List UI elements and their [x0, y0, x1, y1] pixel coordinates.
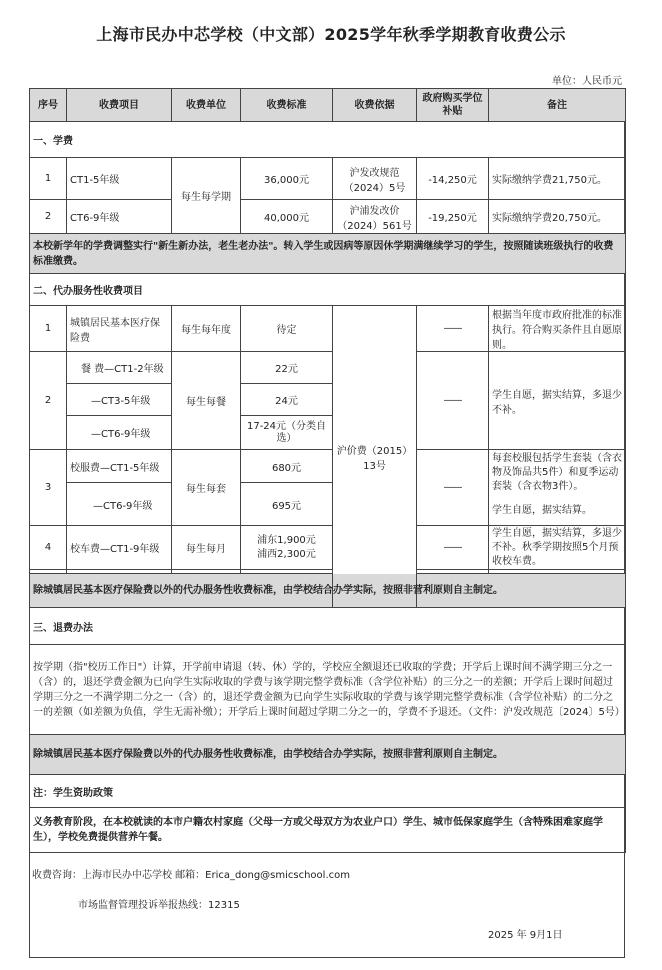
table-row	[30, 158, 626, 200]
row-no: 2	[30, 200, 67, 234]
row-item: 城镇居民基本医疗保险费	[67, 306, 172, 352]
row-no: 4	[30, 526, 67, 570]
complaint-hotline: 市场监督管理投诉举报热线：12315	[78, 900, 240, 911]
row-basis: 沪浦发改价（2024）561号	[333, 200, 417, 234]
row-no: 2	[30, 352, 67, 450]
row-unit: 每生每年度	[172, 306, 241, 352]
publish-date: 2025 年 9月1日	[488, 930, 563, 941]
row-note: 实际缴纳学费20,750元。	[489, 200, 626, 234]
row-standard: 22元	[241, 352, 333, 384]
row-standard: 695元	[241, 483, 333, 526]
row-note: 学生自愿，据实结算，多退少不补。秋季学期按照5个月预收校车费。	[489, 526, 626, 570]
header-basis: 收费依据	[333, 89, 417, 122]
section1-footnote: 本校新学年的学费调整实行"新生新办法，老生老办法"。转入学生或因病等原因休学期满继续学习的学生，按照随读班级执行的收费标准缴费。	[30, 234, 626, 274]
row-standard: 40,000元	[241, 200, 333, 234]
section3-title: 三、退费办法	[30, 608, 626, 645]
table-row	[30, 352, 626, 384]
row-standard	[241, 526, 333, 570]
row-subsidy: -14,250元	[417, 158, 489, 200]
table-row	[30, 450, 626, 483]
header-standard: 收费标准	[241, 89, 333, 122]
header-item: 收费项目	[67, 89, 172, 122]
row-item: 校车费—CT1-9年级	[67, 526, 172, 570]
row-standard: 17-24元（分类自选）	[241, 416, 333, 450]
row-subsidy: ——	[417, 526, 489, 570]
page-title: 上海市民办中芯学校（中文部）2025学年秋季学期教育收费公示	[96, 25, 566, 44]
uniform-note-detail: 每套校服包括学生套装（含衣物及饰品共5件）和夏季运动套装（含衣物3件）。	[492, 453, 622, 492]
header-no: 序号	[30, 89, 67, 122]
refund-policy-text: 按学期（指"校历工作日"）计算，开学前申请退（转、休）学的，学校应全额退还已收取的学费；开学后上课时间不满学期三分之一（含）的，退还学费金额为已向学生实际收取的学费与该学期完整学费标准（含学位补贴）的三分之一的差额；开学后上课时间超过学期三分之一不满学期二分之一（含）的，退还学费金额为已向学生实际收取的学费与该学期完整学费标准（含学位补贴）的二分之一的差额（如差额为负值，学生无需补缴）；开学后上课时间超过学期二分之一的，学费不予退还。（文件：沪发改规范〔2024〕5号）	[30, 645, 626, 735]
section2-title: 二、代办服务性收费项目	[30, 274, 626, 306]
row-note: 实际缴纳学费21,750元。	[489, 158, 626, 200]
row-note: 根据当年度市政府批准的标准执行。符合购买条件且自愿原则。	[489, 306, 626, 352]
row-unit: 每生每月	[172, 526, 241, 570]
row-item: CT1-5年级	[67, 158, 172, 200]
fee-table	[29, 88, 626, 853]
row-subsidy: ——	[417, 306, 489, 352]
row-basis: 沪发改规范（2024）5号	[333, 158, 417, 200]
row-unit: 每生每餐	[172, 352, 241, 450]
row-subsidy: ——	[417, 352, 489, 450]
row-unit: 每生每套	[172, 450, 241, 526]
row-item: 校服费—CT1-5年级	[67, 450, 172, 483]
section4-title: 注：学生资助政策	[30, 775, 626, 808]
table-row	[30, 526, 626, 570]
row-item: CT6-9年级	[67, 200, 172, 234]
table-row	[30, 200, 626, 234]
table-row	[30, 306, 626, 352]
header-unit: 收费单位	[172, 89, 241, 122]
table-header	[30, 89, 626, 122]
row-item: —CT3-5年级	[67, 384, 172, 416]
row-standard: 680元	[241, 450, 333, 483]
row-note	[489, 450, 626, 526]
row-item: 餐 费—CT1-2年级	[67, 352, 172, 384]
header-note: 备注	[489, 89, 626, 122]
student-aid-text: 义务教育阶段，在本校就读的本市户籍农村家庭（父母一方或父母双方为农业户口）学生、城市低保家庭学生（含特殊困难家庭学生），学校免费提供营养午餐。	[30, 808, 626, 853]
row-no: 1	[30, 306, 67, 352]
bus-fee-pudong: 浦东1,900元	[257, 534, 316, 546]
service-basis: 沪价费（2015）13号	[333, 306, 417, 608]
row-no: 1	[30, 158, 67, 200]
section-row	[30, 122, 626, 158]
row-standard: 36,000元	[241, 158, 333, 200]
row-subsidy: -19,250元	[417, 200, 489, 234]
row-unit: 每生每学期	[172, 158, 241, 234]
row-no: 3	[30, 450, 67, 526]
row-item: —CT6-9年级	[67, 416, 172, 450]
row-item: —CT6-9年级	[67, 483, 172, 526]
section1-title: 一、学费	[30, 122, 626, 158]
contact-info: 收费咨询：上海市民办中芯学校 邮箱：Erica_dong@smicschool.com	[32, 870, 350, 881]
bus-fee-puxi: 浦西2,300元	[257, 548, 316, 560]
uniform-note-voluntary: 学生自愿，据实结算。	[492, 505, 592, 516]
section3-footnote: 除城镇居民基本医疗保险费以外的代办服务性收费标准，由学校结合办学实际，按照非营利原则自主制定。	[30, 735, 626, 775]
row-standard: 待定	[241, 306, 333, 352]
row-standard: 24元	[241, 384, 333, 416]
row-subsidy: ——	[417, 450, 489, 526]
row-note: 学生自愿，据实结算，多退少不补。	[489, 352, 626, 450]
header-subsidy: 政府购买学位补贴	[417, 89, 489, 122]
currency-unit: 单位：人民币元	[552, 76, 622, 87]
section2-footnote: 除城镇居民基本医疗保险费以外的代办服务性收费标准，由学校结合办学实际，按照非营利原则自主制定。	[30, 574, 626, 608]
